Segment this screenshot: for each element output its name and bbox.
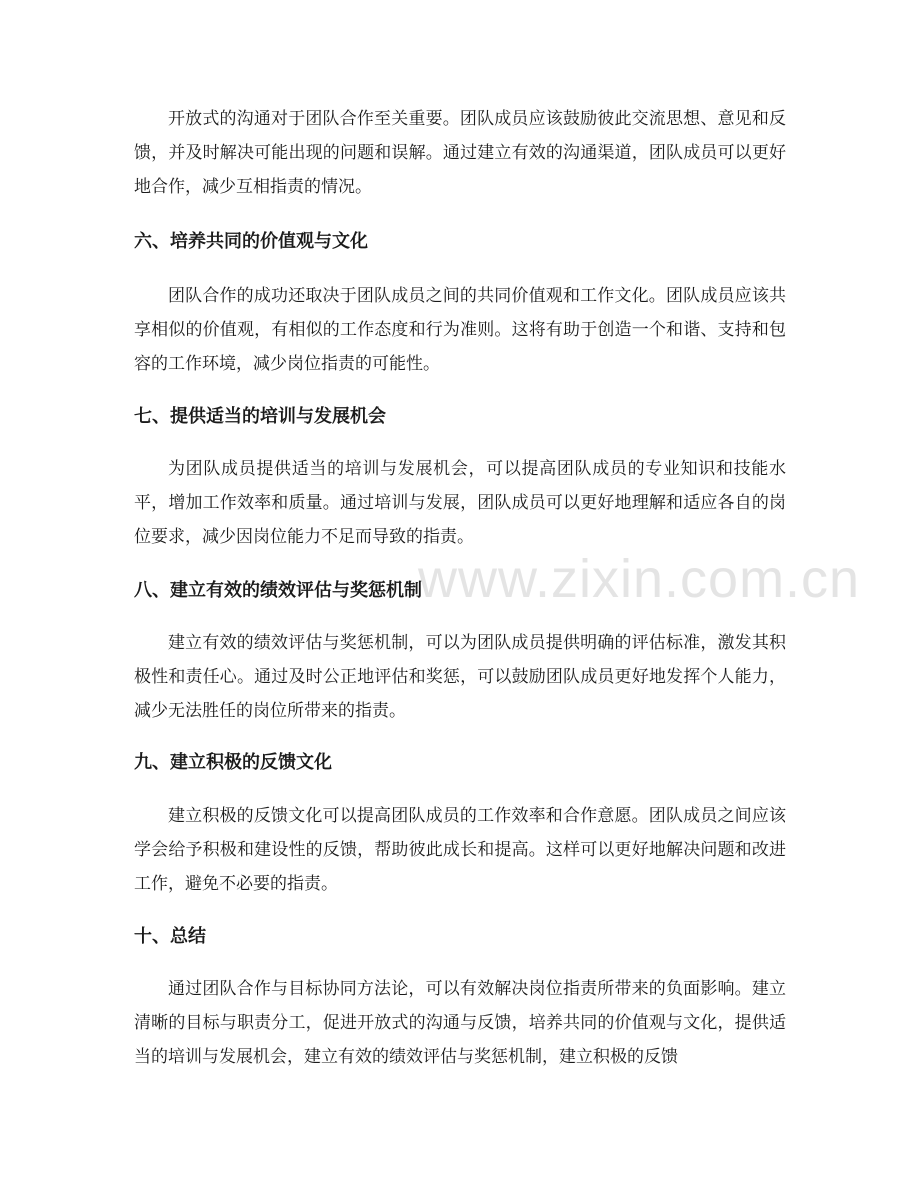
- paragraph-open-communication: 开放式的沟通对于团队合作至关重要。团队成员应该鼓励彼此交流思想、意见和反馈，并及时解决可能出现的问题和误解。通过建立有效的沟通渠道，团队成员可以更好地合作，减少互相指责的情况。: [134, 109, 786, 197]
- watermark: www.zixin.com.cn: [418, 549, 861, 609]
- heading-training: 七、提供适当的培训与发展机会: [134, 406, 386, 427]
- paragraph-feedback-culture: 建立积极的反馈文化可以提高团队成员的工作效率和合作意愿。团队成员之间应该学会给予积极和建设性的反馈，帮助彼此成长和提高。这样可以更好地解决问题和改进工作，避免不必要的指责。: [134, 806, 786, 894]
- heading-summary: 十、总结: [134, 926, 206, 947]
- paragraph-summary: 通过团队合作与目标协同方法论，可以有效解决岗位指责所带来的负面影响。建立清晰的目标与职责分工，促进开放式的沟通与反馈，培养共同的价值观与文化，提供适当的培训与发展机会，建立有效的绩效评估与奖惩机制，建立积极的反馈: [134, 979, 786, 1067]
- paragraph-shared-values: 团队合作的成功还取决于团队成员之间的共同价值观和工作文化。团队成员应该共享相似的价值观，有相似的工作态度和行为准则。这将有助于创造一个和谐、支持和包容的工作环境，减少岗位指责的可能性。: [134, 286, 786, 374]
- heading-performance: 八、建立有效的绩效评估与奖惩机制: [134, 580, 422, 601]
- paragraph-training: 为团队成员提供适当的培训与发展机会，可以提高团队成员的专业知识和技能水平，增加工作效率和质量。通过培训与发展，团队成员可以更好地理解和适应各自的岗位要求，减少因岗位能力不足而导致的指责。: [134, 459, 786, 547]
- heading-shared-values: 六、培养共同的价值观与文化: [134, 231, 368, 252]
- heading-feedback-culture: 九、建立积极的反馈文化: [134, 752, 332, 773]
- paragraph-performance: 建立有效的绩效评估与奖惩机制，可以为团队成员提供明确的评估标准，激发其积极性和责任心。通过及时公正地评估和奖惩，可以鼓励团队成员更好地发挥个人能力，减少无法胜任的岗位所带来的指责。: [134, 633, 786, 721]
